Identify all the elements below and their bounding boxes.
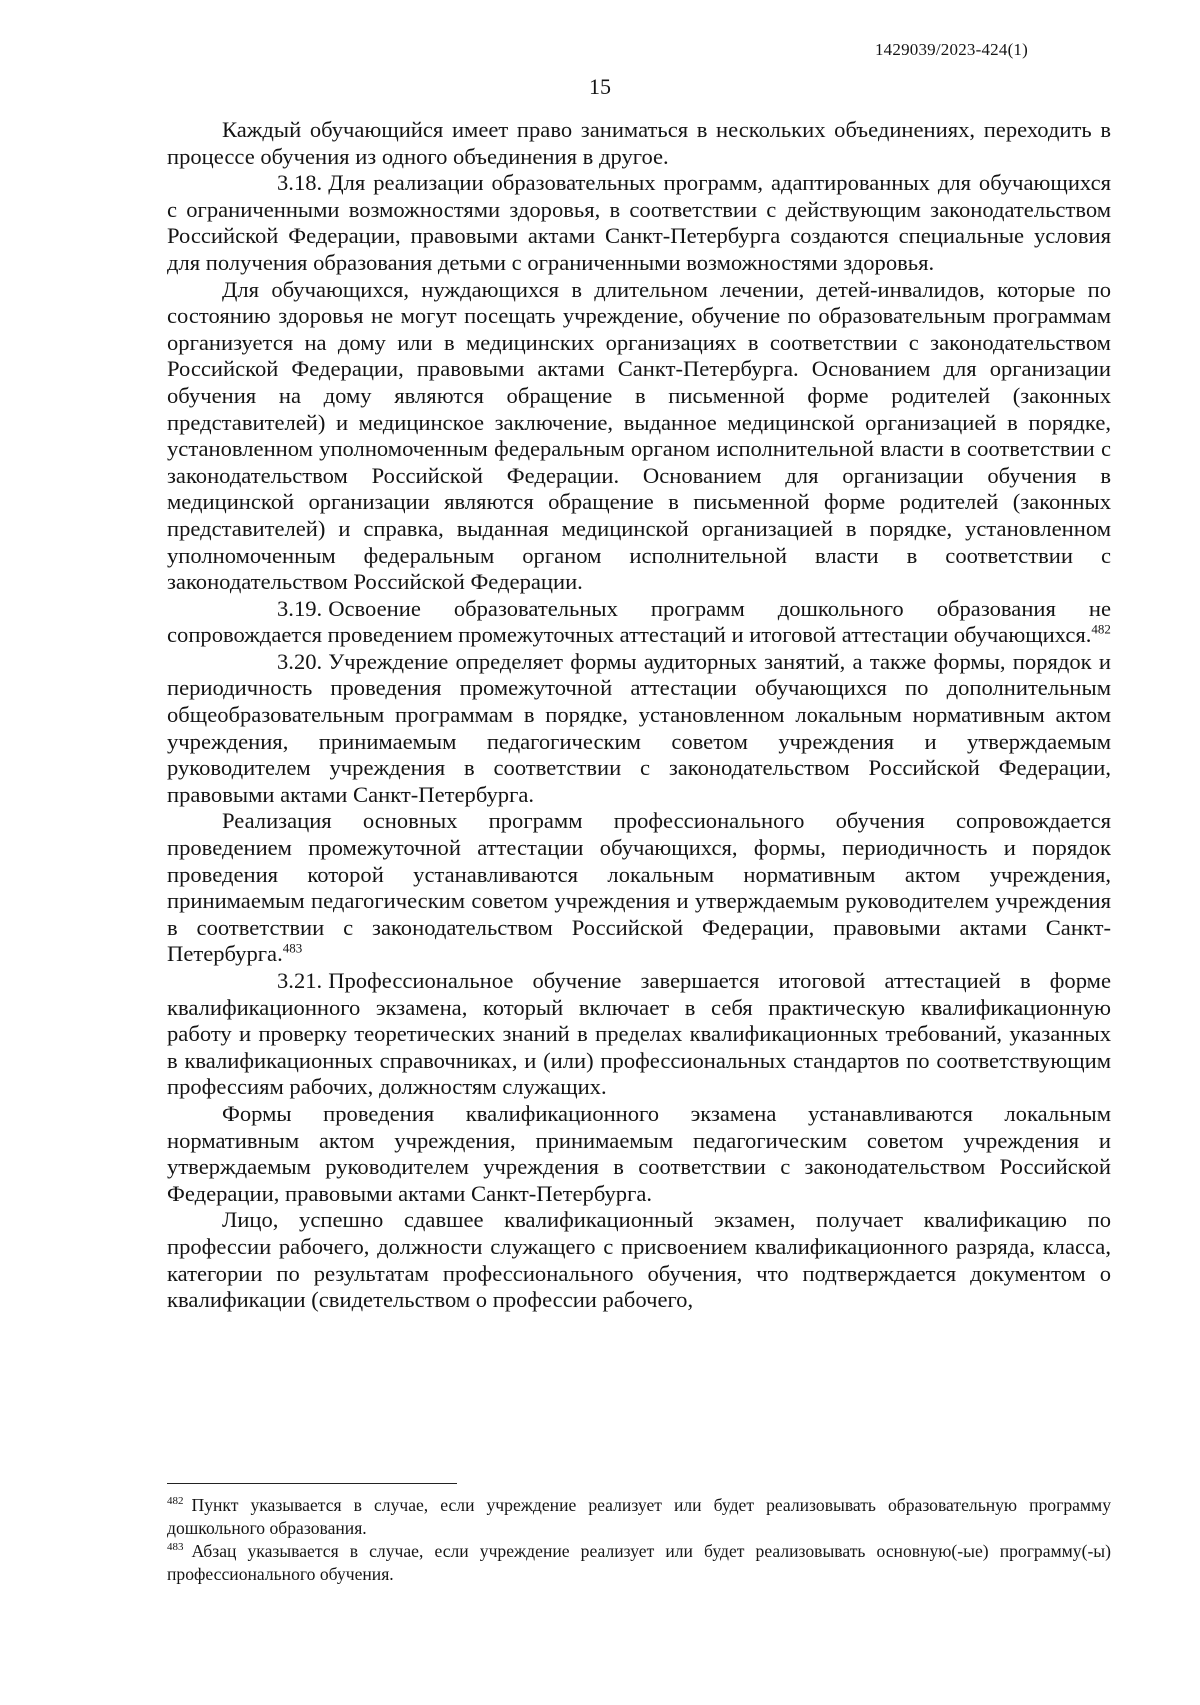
paragraph — [167, 1101, 1111, 1207]
footnote-reference-483[interactable]: 483 — [282, 940, 303, 956]
footnote-483 — [167, 1540, 1111, 1585]
footnote-text: Абзац указывается в случае, если учреждение реализует или будет реализовывать основную(-ые) программу(-ы) профессионального обучения. — [167, 1541, 1111, 1584]
clause-number: 3.20. — [277, 648, 323, 674]
clause-number: 3.21. — [277, 968, 323, 993]
body-text — [167, 117, 1111, 1314]
paragraph-text: Профессиональное обучение завершается итоговой аттестацией в форме квалификационного экзамена, который включает в себя практическую квалификационную работу и проверку теоретических знаний в пределах квалификационных требований, указанных в квалификационных справочниках, и (или) профессиональных стандартов по соответствующим профессиям рабочих, должностям служащих. — [167, 968, 1111, 1100]
paragraph-text: Формы проведения квалификационного экзамена устанавливаются локальным нормативным актом учреждения, принимаемым педагогическим советом учреждения и утверждаемым руководителем учреждения в соответствии с законодательством Российской Федерации, правовыми актами Санкт-Петербурга. — [167, 1100, 1111, 1206]
footnote-text: Пункт указывается в случае, если учреждение реализует или будет реализовывать образовательную программу дошкольного образования. — [167, 1495, 1111, 1538]
footnote-number: 482 — [167, 1495, 184, 1508]
footnote-482 — [167, 1494, 1111, 1539]
footnote-divider — [167, 1483, 457, 1484]
clause-number: 3.19. — [277, 595, 323, 621]
paragraph — [167, 117, 1111, 170]
clause-3-19 — [167, 596, 1111, 649]
paragraph — [167, 277, 1111, 596]
paragraph-text: Учреждение определяет формы аудиторных занятий, а также формы, порядок и периодичность проведения промежуточной аттестации обучающихся по дополнительным общеобразовательным программам в порядке, установленном локальным нормативным актом учреждения, принимаемым педагогическим советом учреждения и утверждаемым руководителем учреждения в соответствии с законодательством Российской Федерации, правовыми актами Санкт-Петербурга. — [167, 648, 1111, 807]
document-registration-number: 1429039/2023-424(1) — [874, 40, 1028, 59]
paragraph-text: Для обучающихся, нуждающихся в длительном лечении, детей-инвалидов, которые по состоянию здоровья не могут посещать учреждение, обучение по образовательным программам организуется на дому или в медицинских организациях в соответствии с законодательством Российской Федерации, правовыми актами Санкт-Петербурга. Основанием для организации обучения на дому являются обращение в письменной форме родителей (законных представителей) и медицинское заключение, выданное медицинской организацией в порядке, установленном уполномоченным федеральным органом исполнительной власти в соответствии с законодательством Российской Федерации. Основанием для организации обучения в медицинской организации являются обращение в письменной форме родителей (законных представителей) и справка, выданная медицинской организацией в порядке, установленном уполномоченным федеральным органом исполнительной власти в соответствии с законодательством Российской Федерации. — [167, 276, 1111, 595]
footnote-reference-482[interactable]: 482 — [1091, 621, 1111, 637]
clause-3-18 — [167, 170, 1111, 276]
page-number: 15 — [589, 74, 611, 99]
paragraph-text: Каждый обучающийся имеет право заниматься в нескольких объединениях, переходить в процессе обучения из одного объединения в другое. — [167, 117, 1111, 169]
clause-number: 3.18. — [277, 170, 323, 196]
paragraph — [167, 1207, 1111, 1313]
paragraph-text: Освоение образовательных программ дошкольного образования не сопровождается проведением промежуточных аттестаций и итоговой аттестации обучающихся. — [167, 595, 1111, 648]
paragraph-text: Для реализации образовательных программ, адаптированных для обучающихся с ограниченными возможностями здоровья, в соответствии с действующим законодательством Российской Федерации, правовыми актами Санкт-Петербурга создаются специальные условия для получения образования детьми с ограниченными возможностями здоровья. — [167, 170, 1111, 275]
paragraph-text: Лицо, успешно сдавшее квалификационный экзамен, получает квалификацию по профессии рабочего, должности служащего с присвоением квалификационного разряда, класса, категории по результатам профессионального обучения, что подтверждается документом о квалификации (свидетельством о профессии рабочего, — [167, 1207, 1111, 1313]
footnotes — [167, 1494, 1111, 1586]
clause-3-20 — [167, 649, 1111, 809]
clause-3-21 — [167, 968, 1111, 1101]
footnote-number: 483 — [167, 1541, 184, 1554]
paragraph-text: Реализация основных программ профессионального обучения сопровождается проведением промежуточной аттестации обучающихся, формы, периодичность и порядок проведения которой устанавливаются локальным нормативным актом учреждения, принимаемым педагогическим советом учреждения и утверждаемым руководителем учреждения в соответствии с законодательством Российской Федерации, правовыми актами Санкт-Петербурга. — [167, 808, 1111, 967]
paragraph — [167, 808, 1111, 968]
